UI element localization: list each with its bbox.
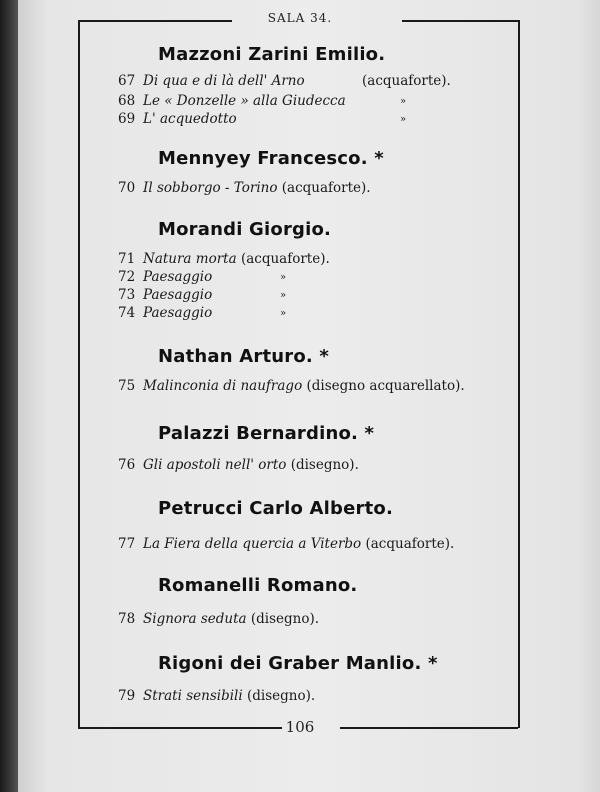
artist-heading: Nathan Arturo. * <box>158 346 330 367</box>
page-header: SALA 34. <box>267 11 333 25</box>
catalog-entry <box>118 457 359 473</box>
entry-medium: (acquaforte). <box>281 180 371 196</box>
ditto-mark: » <box>400 114 407 125</box>
catalog-entry <box>118 73 451 89</box>
entry-title: Paesaggio <box>143 305 213 321</box>
ditto-mark: » <box>280 290 287 301</box>
catalog-entry <box>118 305 287 321</box>
catalog-entry <box>118 111 407 127</box>
entry-medium: (disegno). <box>250 611 320 627</box>
entry-number: 68 <box>118 93 136 109</box>
artist-heading: Mazzoni Zarini Emilio. <box>158 44 386 65</box>
entry-medium: (acquaforte). <box>240 251 330 267</box>
entry-number: 78 <box>118 611 136 627</box>
ditto-mark: » <box>280 308 287 319</box>
entry-title: Signora seduta <box>143 611 247 627</box>
entry-title: Le « Donzelle » alla Giudecca <box>143 93 346 109</box>
ditto-mark: » <box>400 96 407 107</box>
catalog-entry <box>118 688 315 704</box>
entry-number: 73 <box>118 287 136 303</box>
entry-number: 70 <box>118 180 136 196</box>
entry-number: 72 <box>118 269 136 285</box>
catalog-entry <box>118 378 465 394</box>
entry-medium: (disegno). <box>246 688 316 704</box>
entry-medium: (disegno acquarellato). <box>306 378 465 394</box>
entry-title: L' acquedotto <box>143 111 237 127</box>
catalog-entry <box>118 611 319 627</box>
artist-heading: Mennyey Francesco. * <box>158 148 384 169</box>
ditto-mark: » <box>280 272 287 283</box>
entry-title: Strati sensibili <box>143 688 243 704</box>
entry-medium: (acquaforte). <box>362 73 451 89</box>
entry-number: 67 <box>118 73 136 89</box>
entry-number: 77 <box>118 536 136 552</box>
catalog-entry <box>118 269 287 285</box>
catalog-entry <box>118 180 371 196</box>
entry-title: Malinconia di naufrago <box>143 378 303 394</box>
entry-number: 71 <box>118 251 136 267</box>
entry-number: 75 <box>118 378 136 394</box>
entry-medium: (acquaforte). <box>365 536 455 552</box>
entry-title: Paesaggio <box>143 269 213 285</box>
catalog-entry <box>118 536 454 552</box>
artist-heading: Petrucci Carlo Alberto. <box>158 498 393 519</box>
page-number: 106 <box>285 718 315 736</box>
entry-title: Di qua e di là dell' Arno <box>143 73 305 89</box>
artist-heading: Rigoni dei Graber Manlio. * <box>158 653 438 674</box>
entry-title: Il sobborgo - Torino <box>143 180 278 196</box>
entry-number: 76 <box>118 457 136 473</box>
entry-number: 79 <box>118 688 136 704</box>
entry-title: Gli apostoli nell' orto <box>143 457 287 473</box>
entry-number: 74 <box>118 305 136 321</box>
entry-medium: (disegno). <box>290 457 359 473</box>
artist-heading: Romanelli Romano. <box>158 575 358 596</box>
artist-heading: Morandi Giorgio. <box>158 219 332 240</box>
entry-number: 69 <box>118 111 136 127</box>
entry-title: Paesaggio <box>143 287 213 303</box>
catalog-entry <box>118 93 407 109</box>
catalog-entry <box>118 287 287 303</box>
catalog-entry <box>118 251 330 267</box>
artist-heading: Palazzi Bernardino. * <box>158 423 375 444</box>
entry-title: Natura morta <box>143 251 237 267</box>
entry-title: La Fiera della quercia a Viterbo <box>143 536 362 552</box>
